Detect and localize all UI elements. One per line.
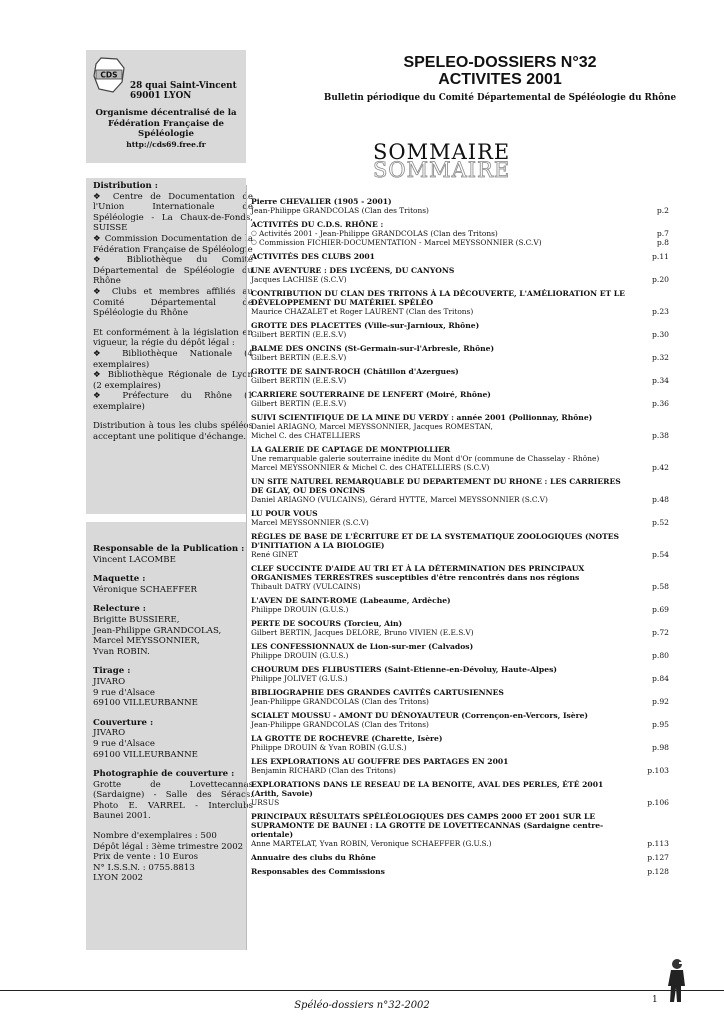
- stat-line: N° I.S.S.N. : 0755.8813: [93, 862, 195, 873]
- toc-entry-title: BALME DES ONCINS (St-Germain-sur-l'Arbresle, Rhône): [251, 344, 495, 353]
- toc-page-number: p.58: [652, 582, 669, 591]
- toc-page-number: p.20: [652, 275, 669, 284]
- toc-entry-title: UNE AVENTURE : DES LYCÉENS, DU CANYONS: [251, 266, 455, 275]
- toc-page-number: p.23: [652, 307, 669, 316]
- toc-entry-author: René GINET: [251, 550, 299, 559]
- distribution-item: ❖ Centre de Documentation de l'Union Internationale de Spéléologie - La Chaux-de-Fonds, SUISSE: [93, 191, 253, 234]
- toc-entry-author: Philippe JOLIVET (G.U.S.): [251, 674, 348, 683]
- toc-entry[interactable]: [251, 665, 671, 683]
- credit-label: Maquette :: [93, 574, 146, 585]
- toc-entry-author: Maurice CHAZALET et Roger LAURENT (Clan des Tritons): [251, 307, 474, 316]
- toc-entry[interactable]: [251, 812, 671, 848]
- toc-sub-entry-text: Activités 2001 - Jean-Philippe GRANDCOLAS (Clan des Tritons): [259, 229, 498, 238]
- toc-entry-title: SUIVI SCIENTIFIQUE DE LA MINE DU VERDY : année 2001 (Pollionnay, Rhône): [251, 413, 593, 422]
- address-line2: 69001 LYON: [130, 91, 192, 101]
- toc-page-number: p.69: [652, 605, 669, 614]
- toc-page-number: p.34: [652, 376, 669, 385]
- stat-line: Nombre d'exemplaires : 500: [93, 831, 217, 842]
- credit-maquette: [93, 574, 253, 595]
- credit-value: JIVARO: [93, 676, 126, 687]
- toc-entry[interactable]: [251, 596, 671, 614]
- credit-publication: [93, 544, 253, 565]
- toc-page-number: p.128: [647, 867, 669, 876]
- toc-entry[interactable]: [251, 413, 671, 440]
- toc-entry[interactable]: [251, 252, 671, 261]
- legal-item: ❖ Bibliothèque Nationale (4 exemplaires): [93, 348, 253, 370]
- toc-entry-title: SCIALET MOUSSU - AMONT DU DÉNOYAUTEUR (Corrençon-en-Vercors, Isère): [251, 711, 589, 720]
- toc-entry-author: Jacques LACHISE (S.C.V): [251, 275, 347, 284]
- credit-value: 69100 VILLEURBANNE: [93, 749, 198, 760]
- legal-item: ❖ Préfecture du Rhône (1 exemplaire): [93, 391, 253, 412]
- toc-page-number: p.8: [656, 238, 669, 247]
- distribution-list: [86, 181, 260, 443]
- toc-page-number: p.95: [652, 720, 669, 729]
- toc-entry-title: CHOURUM DES FLIBUSTIERS (Saint-Etienne-en-Dévoluy, Haute-Alpes): [251, 665, 557, 674]
- toc-entry[interactable]: [251, 509, 671, 527]
- address-line1: 28 quai Saint-Vincent: [130, 81, 237, 91]
- toc-entry-author: Daniel ARIAGNO, Marcel MEYSSONNIER, Jacques ROMESTAN,: [251, 422, 493, 431]
- toc-sub-entry-text: Commission FICHIER-DOCUMENTATION - Marcel MEYSSONNIER (S.C.V): [259, 238, 542, 247]
- toc-entry[interactable]: [251, 642, 671, 660]
- toc-entry-author: Jean-Philippe GRANDCOLAS (Clan des Tritons): [251, 720, 429, 729]
- toc-entry-title: GROTTE DES PLACETTES (Ville-sur-Jarnioux, Rhône): [251, 321, 480, 330]
- org-line2: Fédération Française de: [107, 118, 224, 129]
- credit-label: Photographie de couverture :: [93, 769, 235, 780]
- org-line3: Spéléologie: [138, 129, 194, 139]
- credit-value: Grotte de Lovettecannas (Sardaigne) - Salle des Séracs. Photo E. VARREL - Interclubs Baunei 2001.: [93, 779, 253, 822]
- legal-deposit-text: Et conformément à la législation en vigueur, la régie du dépôt légal :: [93, 327, 253, 349]
- toc-page-number: p.11: [652, 252, 669, 261]
- toc-entry-title: LES EXPLORATIONS AU GOUFFRE DES PARTAGES EN 2001: [251, 757, 509, 766]
- credit-label: Tirage :: [93, 666, 131, 677]
- toc-entry-author: Gilbert BERTIN (E.E.S.V): [251, 353, 347, 362]
- toc-sub-entry[interactable]: [251, 229, 669, 238]
- toc-entry-title: L'AVEN DE SAINT-ROME (Labeaume, Ardèche): [251, 596, 451, 605]
- toc-entry[interactable]: [251, 757, 671, 775]
- toc-entry-title: ACTIVITÉS DES CLUBS 2001: [251, 252, 375, 261]
- credits-list: [86, 544, 260, 893]
- toc-page-number: p.127: [647, 853, 669, 862]
- footer-divider: [0, 990, 724, 991]
- toc-entry[interactable]: [251, 220, 671, 247]
- credit-value: Véronique SCHAEFFER: [93, 584, 198, 595]
- caver-figure-icon: [665, 958, 687, 1004]
- address: [130, 81, 237, 101]
- toc-page-number: p.98: [652, 743, 669, 752]
- toc-entry[interactable]: [251, 780, 671, 807]
- distribution-item: ❖ Commission Documentation de la Fédération Française de Spéléologie: [93, 233, 253, 255]
- logo-text: CDS: [100, 70, 118, 80]
- toc-sub-entry[interactable]: [251, 238, 669, 247]
- credit-relecture: [93, 604, 253, 657]
- cds-logo-icon: [91, 56, 127, 94]
- toc-page-number: p.106: [647, 798, 669, 807]
- toc-entry-author: Philippe DROUIN & Yvan ROBIN (G.U.S.): [251, 743, 407, 752]
- toc-entry-title: ACTIVITÉS DU C.D.S. RHÔNE :: [251, 220, 384, 229]
- toc-page-number: p.72: [652, 628, 669, 637]
- toc-page-number: p.84: [652, 674, 669, 683]
- title-line2: ACTIVITES 2001: [438, 71, 562, 88]
- toc-entry[interactable]: [251, 367, 671, 385]
- toc-entry-author: Marcel MEYSSONNIER (S.C.V): [251, 518, 369, 527]
- document-title: [290, 54, 710, 88]
- credit-value: JIVARO: [93, 728, 126, 739]
- toc-entry[interactable]: [251, 390, 671, 408]
- toc-entry[interactable]: [251, 266, 671, 284]
- distribution-item: ❖ Bibliothèque du Comité Départemental de Spéléologie du Rhône: [93, 255, 253, 287]
- credit-tirage: [93, 666, 253, 708]
- toc-entry[interactable]: [251, 289, 671, 316]
- distribution-closing: Distribution à tous les clubs spéléos acceptant une politique d'échange.: [93, 421, 253, 443]
- toc-entry-title: GROTTE DE SAINT-ROCH (Châtillon d'Azergues): [251, 367, 459, 376]
- toc-entry-author: URSUS: [251, 798, 280, 807]
- distribution-item: ❖ Clubs et membres affiliés au Comité Départemental de Spéléologie du Rhône: [93, 286, 253, 319]
- toc-entry[interactable]: [251, 197, 671, 215]
- toc-page-number: p.36: [652, 399, 669, 408]
- credit-label: Couverture :: [93, 717, 154, 728]
- credit-label: Responsable de la Publication :: [93, 544, 245, 554]
- credit-value: 69100 VILLEURBANNE: [93, 698, 198, 709]
- stat-line: Dépôt légal : 3ème trimestre 2002: [93, 841, 244, 852]
- credit-value: Yvan ROBIN.: [93, 646, 150, 657]
- toc-entry[interactable]: [251, 564, 671, 591]
- stat-line: LYON 2002: [93, 873, 143, 884]
- toc-entry-title: BIBLIOGRAPHIE DES GRANDES CAVITÉS CARTUSIENNES: [251, 688, 504, 697]
- credit-label: Relecture :: [93, 604, 146, 615]
- toc-entry-title: EXPLORATIONS DANS LE RESEAU DE LA BENOITE, AVAL DES PERLES, ÉTÉ 2001 (Arith, Savoie): [251, 780, 604, 798]
- toc-entry-author: Gilbert BERTIN (E.E.S.V): [251, 399, 347, 408]
- toc-entry-author: Une remarquable galerie souterraine inédite du Mont d'Or (commune de Chasselay - Rhône): [251, 454, 600, 463]
- toc-page-number: p.42: [652, 463, 669, 472]
- toc-page-number: p.32: [652, 353, 669, 362]
- toc-entry-author: Gilbert BERTIN (E.E.S.V): [251, 330, 347, 339]
- toc-entry-title: Responsables des Commissions: [251, 867, 385, 876]
- toc-page-number: p.52: [652, 518, 669, 527]
- toc-page-number: p.113: [647, 839, 669, 848]
- organisation-info: [90, 108, 242, 150]
- toc-page-number: p.38: [652, 431, 669, 440]
- toc-entry[interactable]: [251, 445, 671, 472]
- toc-entry-title: CARRIERE SOUTERRAINE DE LENFERT (Moiré, Rhône): [251, 390, 491, 399]
- sommaire-heading: SOMMAIRE: [373, 140, 511, 164]
- toc-entry-author: Thibault DATRY (VULCAINS): [251, 582, 361, 591]
- toc-entry-author: Benjamin RICHARD (Clan des Tritons): [251, 766, 396, 775]
- toc-entry[interactable]: [251, 532, 671, 559]
- toc-page-number: p.103: [647, 766, 669, 775]
- toc-entry-title: CONTRIBUTION DU CLAN DES TRITONS À LA DÉCOUVERTE, L'AMÉLIORATION ET LE DÉVELOPPEMENT DU MATÉRIEL SPÉLÉO: [251, 289, 625, 307]
- page-number: 1: [652, 995, 658, 1005]
- sidebar-distribution-block: [86, 178, 253, 514]
- toc-entry[interactable]: [251, 688, 671, 706]
- toc-page-number: p.7: [656, 229, 669, 238]
- toc-page-number: p.30: [652, 330, 669, 339]
- credit-photo: [93, 769, 253, 822]
- distribution-heading: Distribution :: [93, 181, 158, 191]
- sidebar-header-block: [86, 50, 246, 163]
- document-subtitle: Bulletin périodique du Comité Départemental de Spéléologie du Rhône: [323, 93, 677, 103]
- toc-entry-title: Annuaire des clubs du Rhône: [251, 853, 376, 862]
- stat-line: Prix de vente : 10 Euros: [93, 852, 199, 863]
- toc-entry-author: Marcel MEYSSONNIER & Michel C. des CHATELLIERS (S.C.V): [251, 463, 490, 472]
- toc-entry[interactable]: [251, 477, 671, 504]
- title-line1: SPELEO-DOSSIERS N°32: [403, 54, 597, 71]
- toc-entry-author: Gilbert BERTIN (E.E.S.V): [251, 376, 347, 385]
- toc-page-number: p.80: [652, 651, 669, 660]
- toc-entry[interactable]: [251, 619, 671, 637]
- toc-entry-author: Philippe DROUIN (G.U.S.): [251, 605, 349, 614]
- toc-page-number: p.48: [652, 495, 669, 504]
- credit-value: 9 rue d'Alsace: [93, 738, 155, 749]
- credit-value: 9 rue d'Alsace: [93, 687, 155, 698]
- legal-item: ❖ Bibliothèque Régionale de Lyon (2 exemplaires): [93, 370, 253, 391]
- toc-page-number: p.92: [652, 697, 669, 706]
- toc-entry[interactable]: [251, 734, 671, 752]
- toc-entry-author: Daniel ARIAGNO (VULCAINS), Gérard HYTTE, Marcel MEYSSONNIER (S.C.V): [251, 495, 548, 504]
- org-line1: Organisme décentralisé de la: [95, 108, 237, 118]
- toc-entry-title: PERTE DE SOCOURS (Torcieu, Ain): [251, 619, 403, 628]
- credit-value: Marcel MEYSSONNIER,: [93, 636, 200, 647]
- toc-entry-author: Anne MARTELAT, Yvan ROBIN, Veronique SCHAEFFER (G.U.S.): [251, 839, 492, 848]
- toc-entry-author: Michel C. des CHATELLIERS: [251, 431, 361, 440]
- toc-entry-author: Jean-Philippe GRANDCOLAS (Clan des Tritons): [251, 697, 429, 706]
- credit-value: Vincent LACOMBE: [93, 554, 176, 565]
- toc-entry-title: LU POUR VOUS: [251, 509, 318, 518]
- toc-entry-title: CLEF SUCCINTE D'AIDE AU TRI ET À LA DÉTERMINATION DES PRINCIPAUX ORGANISMES TERRESTRES susceptibles d'être rencontrés dans nos régions: [251, 564, 585, 582]
- toc-page-number: p.54: [652, 550, 669, 559]
- toc-entry-title: Pierre CHEVALIER (1905 - 2001): [251, 197, 392, 206]
- sidebar-credits-block: [86, 522, 253, 950]
- toc-entry-title: LA GALERIE DE CAPTAGE DE MONTPIOLLIER: [251, 445, 451, 454]
- credit-value: Jean-Philippe GRANDCOLAS,: [93, 625, 222, 636]
- toc-entry[interactable]: [251, 853, 671, 862]
- credit-couverture: [93, 718, 253, 760]
- toc-page-number: p.2: [656, 206, 669, 215]
- credit-value: Brigitte BUSSIERE,: [93, 614, 180, 625]
- toc-entry[interactable]: [251, 711, 671, 729]
- toc-entry-title: LA GROTTE DE ROCHEVRE (Charette, Isère): [251, 734, 443, 743]
- website-link[interactable]: http://cds69.free.fr: [126, 139, 206, 149]
- toc-entry-author: Philippe DROUIN (G.U.S.): [251, 651, 349, 660]
- toc-entry[interactable]: [251, 867, 671, 876]
- toc-entry-title: LES CONFESSIONNAUX de Lion-sur-mer (Calvados): [251, 642, 474, 651]
- table-of-contents: [251, 197, 671, 881]
- toc-entry-author: Jean-Philippe GRANDCOLAS (Clan des Tritons): [251, 206, 429, 215]
- footer-text: Spéléo-dossiers n°32-2002: [294, 1000, 430, 1011]
- sommaire-heading-shadow: SOMMAIRE: [373, 158, 511, 182]
- toc-entry-title: UN SITE NATUREL REMARQUABLE DU DEPARTEMENT DU RHONE : LES CARRIERES DE GLAY, OU DES ONCINS: [251, 477, 621, 495]
- publication-stats: [93, 831, 253, 884]
- toc-entry-title: PRINCIPAUX RÉSULTATS SPÉLÉOLOGIQUES DES CAMPS 2000 ET 2001 SUR LE SUPRAMONTE DE BAUNEI : LA GROTTE DE LOVETTECANNAS (Sardaigne centre-orientale): [251, 812, 604, 839]
- toc-entry[interactable]: [251, 321, 671, 339]
- toc-entry-title: RÈGLES DE BASE DE L'ÉCRITURE ET DE LA SYSTEMATIQUE ZOOLOGIQUES (NOTES D'INITIATION A LA BIOLOGIE): [251, 532, 620, 550]
- toc-entry[interactable]: [251, 344, 671, 362]
- toc-entry-author: Gilbert BERTIN, Jacques DELORE, Bruno VIVIEN (E.E.S.V): [251, 628, 474, 637]
